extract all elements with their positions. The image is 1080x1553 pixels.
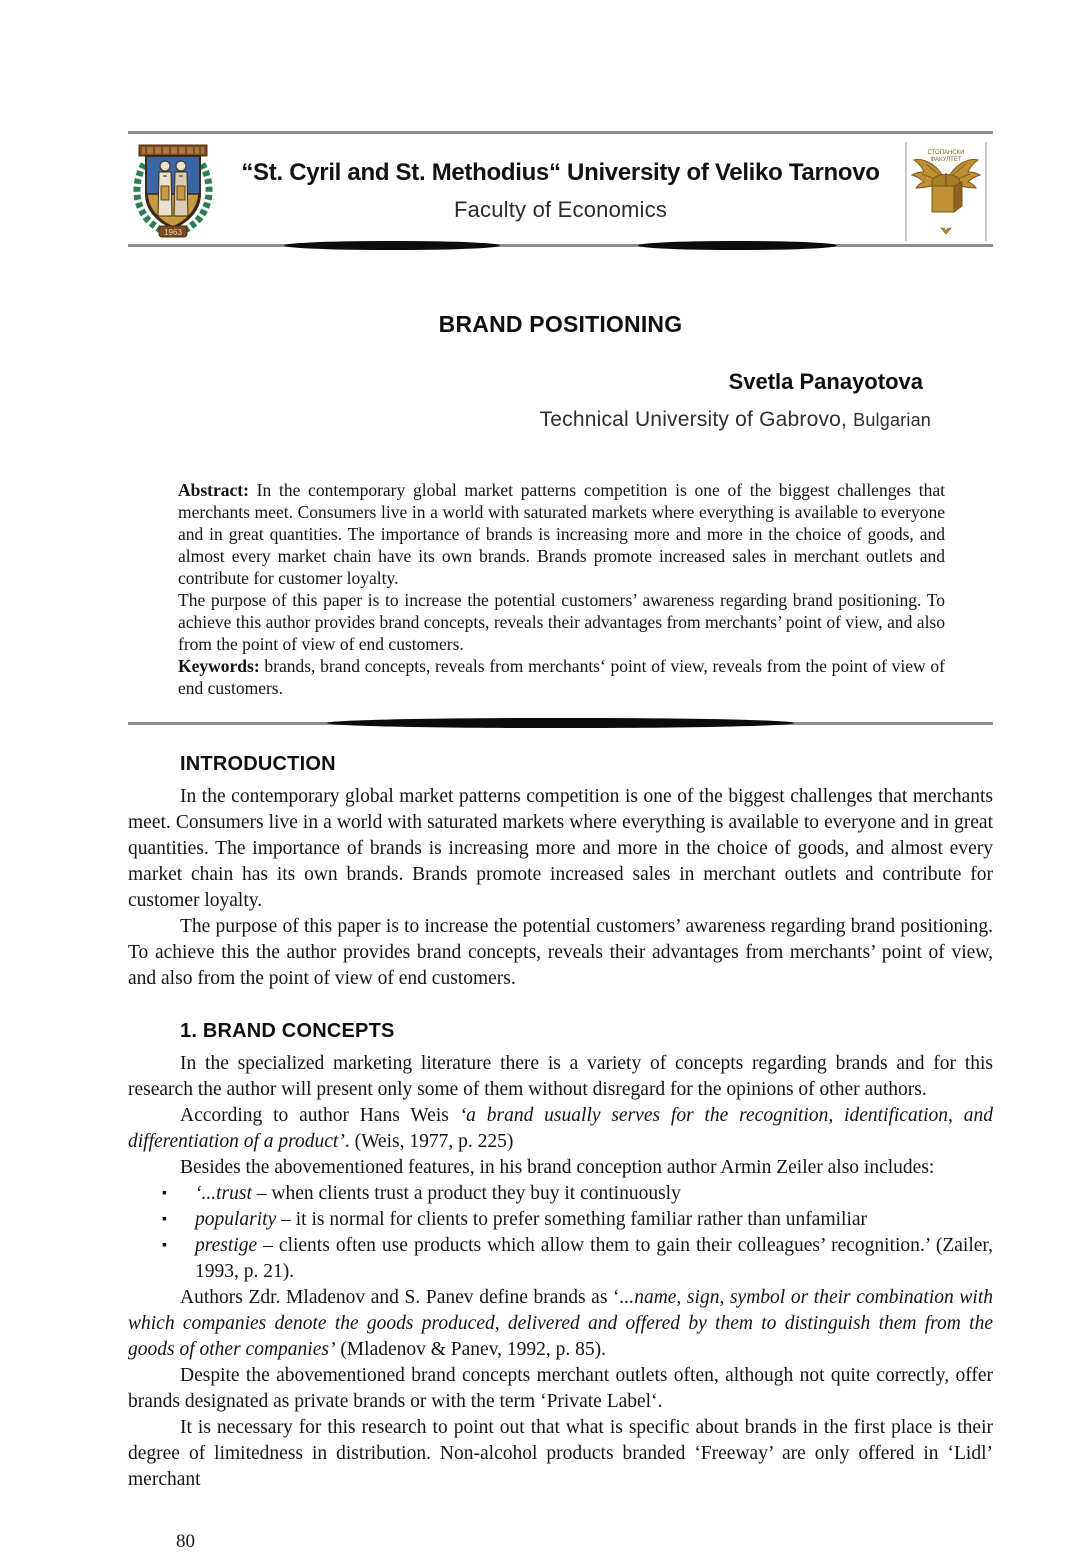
- concepts-paragraph-4: [128, 1285, 993, 1363]
- concepts-paragraph-1: In the specialized marketing literature there is a variety of concepts regarding brands and for this research the author will present only some of them without disregard for the opinions of other authors.: [128, 1053, 993, 1100]
- section-heading-introduction: INTRODUCTION: [180, 753, 336, 775]
- page-number: 80: [176, 1531, 195, 1552]
- emblem-text-line2: ФАКУЛТЕТ: [930, 157, 962, 163]
- list-term: prestige: [195, 1235, 258, 1256]
- scan-artifact: [284, 241, 500, 250]
- list-item: [128, 1181, 993, 1207]
- header-bottom-rule: [128, 244, 993, 247]
- introduction-paragraph-2: The purpose of this paper is to increase the potential customers’ awareness regarding brand positioning. To achieve this the author provides brand concepts, reveals their advantages from merchants’ point of view, and also from the point of view of end customers.: [128, 916, 993, 989]
- page-header: [128, 140, 993, 241]
- header-top-rule: [128, 131, 993, 134]
- weis-quote: ‘a brand usually serves for the recognition, identification, and differentiation of a product’: [128, 1105, 993, 1152]
- mladenov-quote: ...name, sign, symbol or their combination with which companies denote the goods produced, delivered and offered by them to distinguish them from the goods of other companies’: [128, 1287, 993, 1360]
- section-heading-brand-concepts: 1. BRAND CONCEPTS: [180, 1020, 395, 1042]
- list-text: – clients often use products which allow them to gain their colleagues’ recognition.’ (Zailer, 1993, p. 21).: [195, 1235, 993, 1282]
- concepts-paragraph-6: It is necessary for this research to point out that what is specific about brands in the first place is their degree of limitedness in distribution. Non-alcohol products branded ‘Freeway’ are only offered in ‘Lidl’ merchant: [128, 1417, 993, 1490]
- paper-title: BRAND POSITIONING: [438, 311, 683, 337]
- faculty-emblem-icon: [905, 142, 987, 241]
- list-text: – when clients trust a product they buy it continuously: [251, 1183, 681, 1204]
- paper-affiliation: [128, 408, 993, 432]
- abstract-paragraph-1: [178, 479, 945, 589]
- abstract-text-2: The purpose of this paper is to increase the potential customers’ awareness regarding brand positioning. To achieve this author provides brand concepts, reveals their advantages from merchants’ point of view, and also from the point of view of end customers.: [178, 590, 945, 654]
- list-term: ‘...trust: [195, 1183, 252, 1204]
- concepts-paragraph-2: [128, 1103, 993, 1155]
- university-name: “St. Cyril and St. Methodius“ University of Veliko Tarnovo: [241, 158, 880, 186]
- abstract-label: Abstract:: [178, 480, 249, 500]
- abstract-separator-rule: [128, 722, 993, 725]
- introduction-paragraph-1: In the contemporary global market patterns competition is one of the biggest challenges that merchants meet. Consumers live in a world with saturated markets where everything is available to everyone and in great quantities. The importance of brands is increasing more and more in the choice of goods, and almost every market chain has its own brands. Brands promote increased sales in merchant outlets and contribute for customer loyalty.: [128, 786, 993, 911]
- mladenov-citation: (Mladenov & Panev, 1992, p. 85).: [335, 1339, 607, 1360]
- keywords-text: brands, brand concepts, reveals from merchants‘ point of view, reveals from the point of view of end customers.: [178, 656, 945, 698]
- affiliation-main: Technical University of Gabrovo,: [539, 408, 848, 431]
- abstract-block: [178, 479, 945, 699]
- list-item: [128, 1233, 993, 1285]
- header-text: [128, 159, 993, 223]
- keywords-paragraph: [178, 655, 945, 699]
- affiliation-country: Bulgarian: [853, 410, 931, 430]
- quote-lead-in: Authors Zdr. Mladenov and S. Panev define brands as ‘: [180, 1287, 620, 1308]
- zeiler-feature-list: [128, 1181, 993, 1285]
- scan-artifact: [638, 241, 837, 250]
- list-term: popularity: [195, 1209, 277, 1230]
- seal-year-text: 1963: [164, 228, 182, 237]
- list-text: – it is normal for clients to prefer something familiar rather than unfamiliar: [276, 1209, 868, 1230]
- paper-author: Svetla Panayotova: [728, 369, 923, 394]
- faculty-name: Faculty of Economics: [453, 196, 668, 222]
- abstract-text-1: In the contemporary global market patterns competition is one of the biggest challenges that merchants meet. Consumers live in a world with saturated markets where everything is available to everyone and in great quantities. The importance of brands is increasing more and more in the choice of goods, and almost every market chain have its own brands. Brands promote increased sales in merchant outlets and contribute for customer loyalty.: [178, 480, 945, 588]
- scan-artifact: [327, 718, 794, 728]
- list-item: [128, 1207, 993, 1233]
- concepts-paragraph-5: Despite the abovementioned brand concepts merchant outlets often, although not quite correctly, offer brands designated as private brands or with the term ‘Private Label‘.: [128, 1365, 993, 1412]
- university-seal-icon: [130, 142, 216, 241]
- keywords-label: Keywords:: [178, 656, 260, 676]
- emblem-text-line1: СТОПАНСКИ: [927, 150, 965, 156]
- concepts-paragraph-3: Besides the abovementioned features, in his brand conception author Armin Zeiler also includes:: [180, 1157, 935, 1178]
- quote-lead-in: According to author Hans Weis: [180, 1105, 460, 1126]
- abstract-paragraph-2: [178, 589, 945, 655]
- weis-citation: . (Weis, 1977, p. 225): [344, 1131, 514, 1152]
